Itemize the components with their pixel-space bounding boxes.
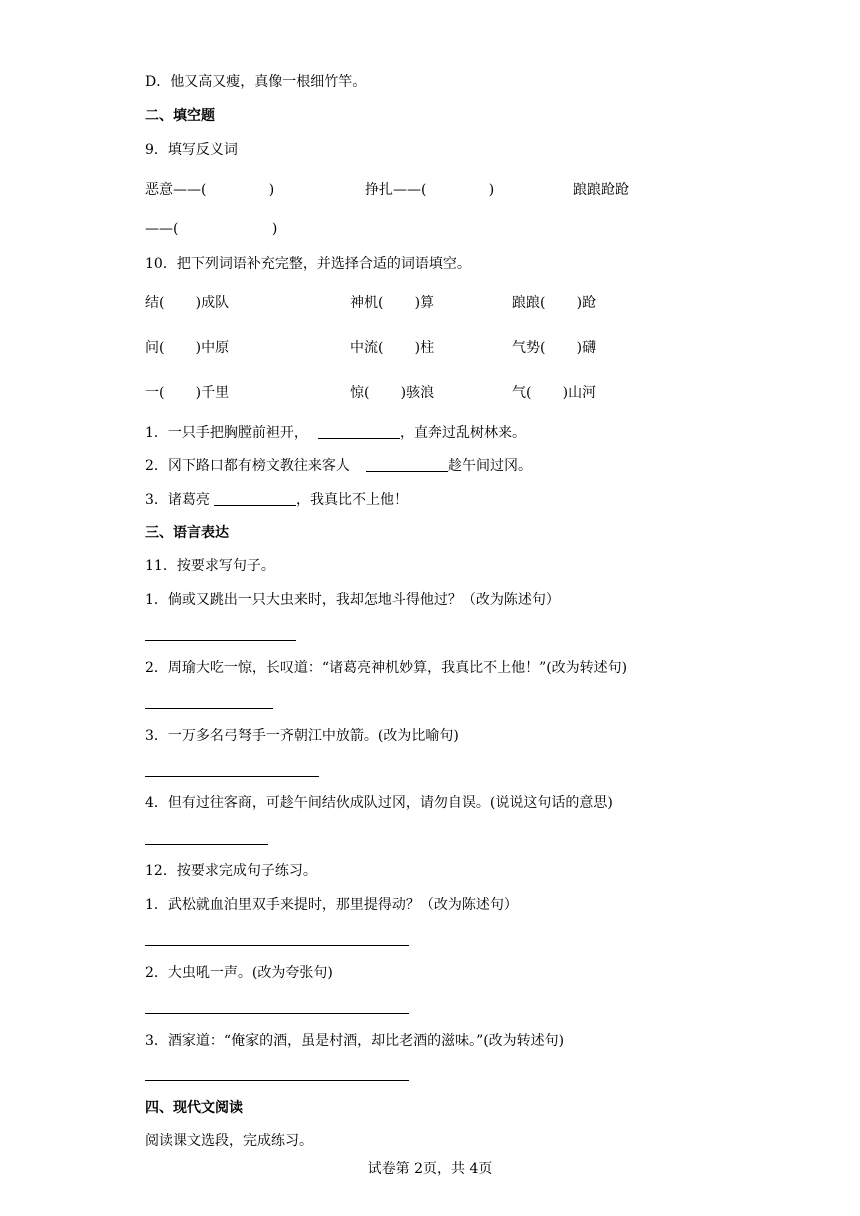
fill-sentence-3-end: ，我真比不上他！ [296,492,408,508]
section-3-heading: 三、语言表达 [145,525,229,541]
antonym-item-3: 踉踉跄跄 [573,182,629,198]
q12-item-3: 3．酒家道：“俺家的酒，虽是村酒，却比老酒的滋味。”(改为转述句) [145,1033,565,1049]
word-cell: 惊( )骇浪 [350,385,435,401]
fill-sentence-1-end: ，直奔过乱树林来。 [400,425,526,441]
word-cell: 气( )山河 [512,385,597,401]
answer-line[interactable] [145,640,296,641]
fill-sentence-1-start: 1．一只手把胸膛前袒开， [145,425,308,441]
q12-item-1: 1．武松就血泊里双手来提时，那里提得动？（改为陈述句） [145,897,518,913]
word-cell: 结( )成队 [145,295,230,311]
antonym-item-1: 恶意——( ) [145,182,275,198]
question-12: 12．按要求完成句子练习。 [145,863,317,879]
answer-line[interactable] [145,708,273,709]
answer-line[interactable] [145,776,319,777]
question-10: 10．把下列词语补充完整，并选择合适的词语填空。 [145,256,471,272]
q11-item-1: 1．倘或又跳出一只大虫来时，我却怎地斗得他过？（改为陈述句） [145,592,560,608]
q11-item-2: 2．周瑜大吃一惊，长叹道：“诸葛亮神机妙算，我真比不上他！”(改为转述句) [145,660,628,676]
word-cell: 中流( )柱 [350,340,435,356]
word-cell: 气势( )礴 [512,340,597,356]
reading-instruction: 阅读课文选段，完成练习。 [145,1133,313,1149]
question-9: 9．填写反义词 [145,142,238,158]
answer-blank[interactable] [366,471,448,472]
answer-line[interactable] [145,844,268,845]
answer-blank[interactable] [214,505,296,506]
section-4-heading: 四、现代文阅读 [145,1100,243,1116]
option-d: D．他又高又瘦，真像一根细竹竿。 [145,74,367,90]
q12-item-2: 2．大虫吼一声。(改为夸张句) [145,965,333,981]
answer-line[interactable] [145,1013,409,1014]
word-cell: 一( )千里 [145,385,230,401]
antonym-item-2: 挣扎——( ) [365,182,495,198]
fill-sentence-2-end: 趁午间过冈。 [448,458,532,474]
page-footer: 试卷第 2页，共 4页 [367,1161,493,1177]
antonym-item-3-blank: ——( ) [145,221,278,237]
section-2-heading: 二、填空题 [145,108,215,124]
answer-line[interactable] [145,1080,409,1081]
word-cell: 神机( )算 [350,295,435,311]
answer-blank[interactable] [318,438,400,439]
word-cell: 问( )中原 [145,340,230,356]
answer-line[interactable] [145,945,409,946]
question-11: 11．按要求写句子。 [145,558,275,574]
fill-sentence-3-start: 3．诸葛亮 [145,492,210,508]
q11-item-3: 3．一万多名弓弩手一齐朝江中放箭。(改为比喻句) [145,728,459,744]
fill-sentence-2-start: 2．冈下路口都有榜文教往来客人 [145,458,350,474]
word-cell: 踉踉( )跄 [512,295,597,311]
q11-item-4: 4．但有过往客商，可趁午间结伙成队过冈，请勿自误。(说说这句话的意思) [145,795,613,811]
